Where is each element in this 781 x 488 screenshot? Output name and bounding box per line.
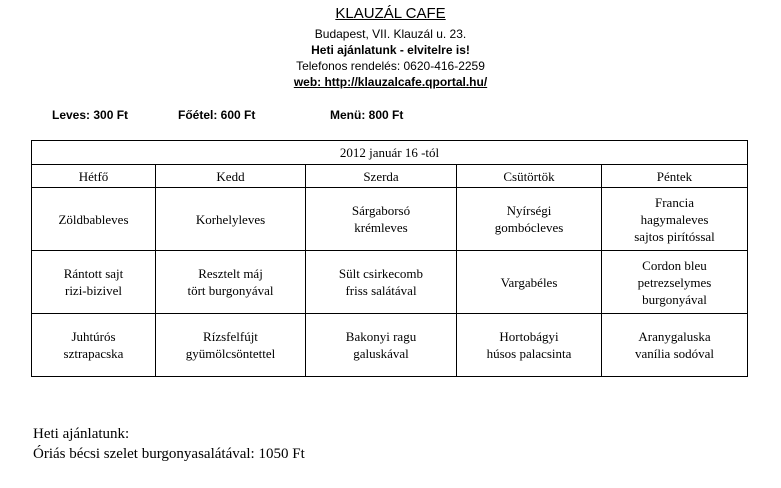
menu-cell: Francia hagymaleves sajtos pirítóssal [602,188,748,251]
menu-cell: Nyírségi gombócleves [457,188,602,251]
menu-cell: Juhtúrós sztrapacska [32,314,156,377]
menu-cell: Rántott sajt rizi-bizivel [32,251,156,314]
menu-cell: Korhelyleves [156,188,306,251]
table-row [32,251,748,314]
menu-cell: Vargabéles [457,251,602,314]
soup-price: Leves: 300 Ft [52,108,129,122]
menu-cell: Bakonyi ragu galuskával [306,314,457,377]
weekly-offer-line: Heti ajánlatunk - elvitelre is! [311,43,470,57]
menu-cell: Hortobágyi húsos palacsinta [457,314,602,377]
cafe-title: KLAUZÁL CAFE [335,5,446,22]
table-row [32,314,748,377]
day-wednesday: Szerda [306,165,457,188]
menu-cell: Rízsfelfújt gyümölcsöntettel [156,314,306,377]
day-thursday: Csütörtök [457,165,602,188]
web-link[interactable]: web: http://klauzalcafe.qportal.hu/ [293,75,488,89]
menu-cell: Sárgaborsó krémleves [306,188,457,251]
menu-cell: Cordon bleu petrezselymes burgonyával [602,251,748,314]
main-course-price: Főétel: 600 Ft [178,108,256,122]
day-tuesday: Kedd [156,165,306,188]
table-row [32,188,748,251]
day-friday: Péntek [602,165,748,188]
menu-date: 2012 január 16 -tól [32,141,748,165]
days-row [32,165,748,188]
footer-offer: Óriás bécsi szelet burgonyasalátával: 1050 Ft [33,446,305,462]
footer-label: Heti ajánlatunk: [33,426,130,442]
address-line: Budapest, VII. Klauzál u. 23. [314,27,467,41]
date-row [32,141,748,165]
weekly-menu-table [31,140,748,377]
menu-price: Menü: 800 Ft [330,108,404,122]
menu-cell: Aranygaluska vanília sodóval [602,314,748,377]
menu-cell: Resztelt máj tört burgonyával [156,251,306,314]
day-monday: Hétfő [32,165,156,188]
phone-line: Telefonos rendelés: 0620-416-2259 [296,59,485,73]
menu-cell: Zöldbableves [32,188,156,251]
menu-cell: Sült csirkecomb friss salátával [306,251,457,314]
